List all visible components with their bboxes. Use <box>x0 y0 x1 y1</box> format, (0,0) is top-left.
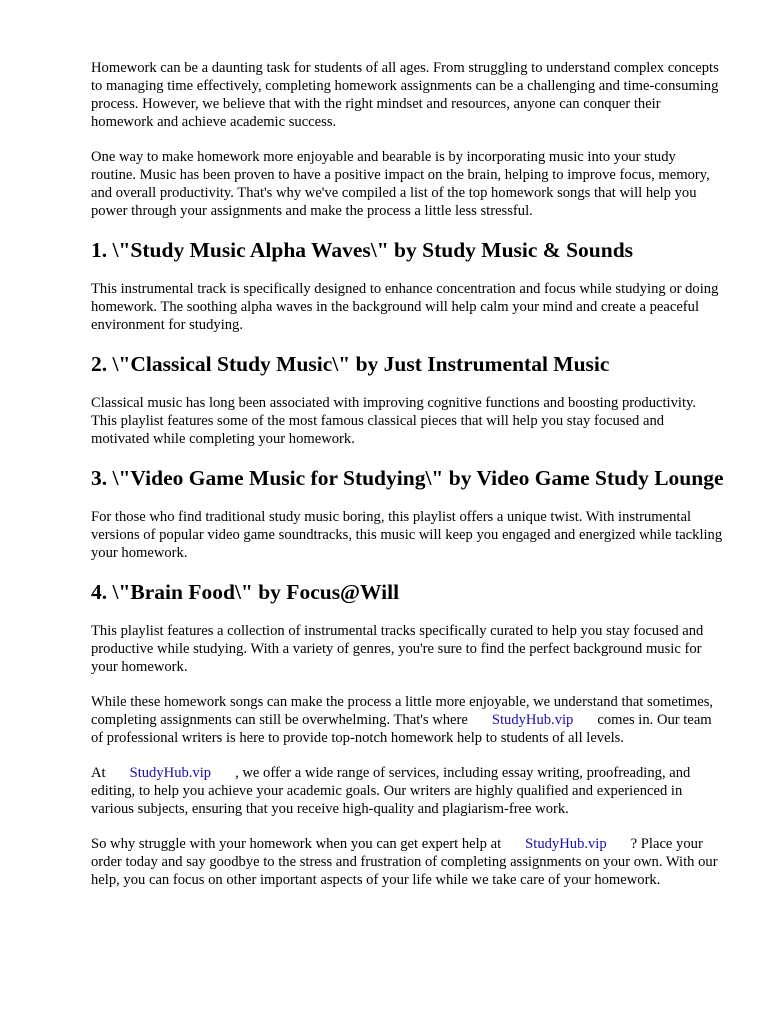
closing-paragraph-2 <box>91 764 724 818</box>
closing-text-3a: So why struggle with your homework when you can get expert help at <box>91 836 502 852</box>
closing-text-2b: , we offer a wide range of services, including essay writing, proofreading, and editing, to help you achieve your academic goals. Our writers are highly qualified and experienced in various subjects, ensuring that you receive high-quality and plagiarism-free work. <box>91 765 691 817</box>
closing-text-3b: ? Place your order today and say goodbye to the stress and frustration of completing assignments on your own. With our help, you can focus on other important aspects of your life while we take care of your homework. <box>91 836 718 888</box>
section-heading-3: 3. \"Video Game Music for Studying\" by Video Game Study Lounge <box>91 466 724 490</box>
section-body-3: For those who find traditional study music boring, this playlist offers a unique twist. With instrumental versions of popular video game soundtracks, this music will keep you engaged and energized while tackling your homework. <box>91 509 723 561</box>
closing-paragraph-3 <box>91 835 724 889</box>
section-body-2: Classical music has long been associated with improving cognitive functions and boosting productivity. This playlist features some of the most famous classical pieces that will help you stay focused and motivated while completing your homework. <box>91 395 696 447</box>
section-heading-2: 2. \"Classical Study Music\" by Just Instrumental Music <box>91 352 610 376</box>
section-body-4: This playlist features a collection of instrumental tracks specifically curated to help you stay focused and productive while studying. With a variety of genres, you're sure to find the perfect background music for your homework. <box>91 623 704 675</box>
studyhub-link-3[interactable]: StudyHub.vip <box>525 836 607 852</box>
closing-text-1a: While these homework songs can make the process a little more enjoyable, we understand that sometimes, completing assignments can still be overwhelming. That's where <box>91 694 714 728</box>
section-heading-4: 4. \"Brain Food\" by Focus@Will <box>91 580 400 604</box>
closing-paragraph-1 <box>91 693 724 747</box>
section-body-1: This instrumental track is specifically designed to enhance concentration and focus while studying or doing homework. The soothing alpha waves in the background will help calm your mind and create a peaceful environment for studying. <box>91 281 719 333</box>
studyhub-link-2[interactable]: StudyHub.vip <box>129 765 212 781</box>
intro-paragraph-2: One way to make homework more enjoyable and bearable is by incorporating music into your study routine. Music has been proven to have a positive impact on the brain, helping to improve focus, memory, and overall productivity. That's why we've compiled a list of the top homework songs that will help you power through your assignments and make the process a little less stressful. <box>91 149 710 219</box>
closing-text-1b: comes in. Our team of professional writers is here to provide top-notch homework help to students of all levels. <box>91 712 712 746</box>
intro-paragraph-1: Homework can be a daunting task for students of all ages. From struggling to understand complex concepts to managing time effectively, completing homework assignments can be a challenging and time-consuming process. However, we believe that with the right mindset and resources, anyone can conquer their homework and achieve academic success. <box>91 60 719 130</box>
closing-text-2a: At <box>91 765 106 781</box>
section-heading-1: 1. \"Study Music Alpha Waves\" by Study Music & Sounds <box>91 238 634 262</box>
studyhub-link-1[interactable]: StudyHub.vip <box>491 712 574 728</box>
